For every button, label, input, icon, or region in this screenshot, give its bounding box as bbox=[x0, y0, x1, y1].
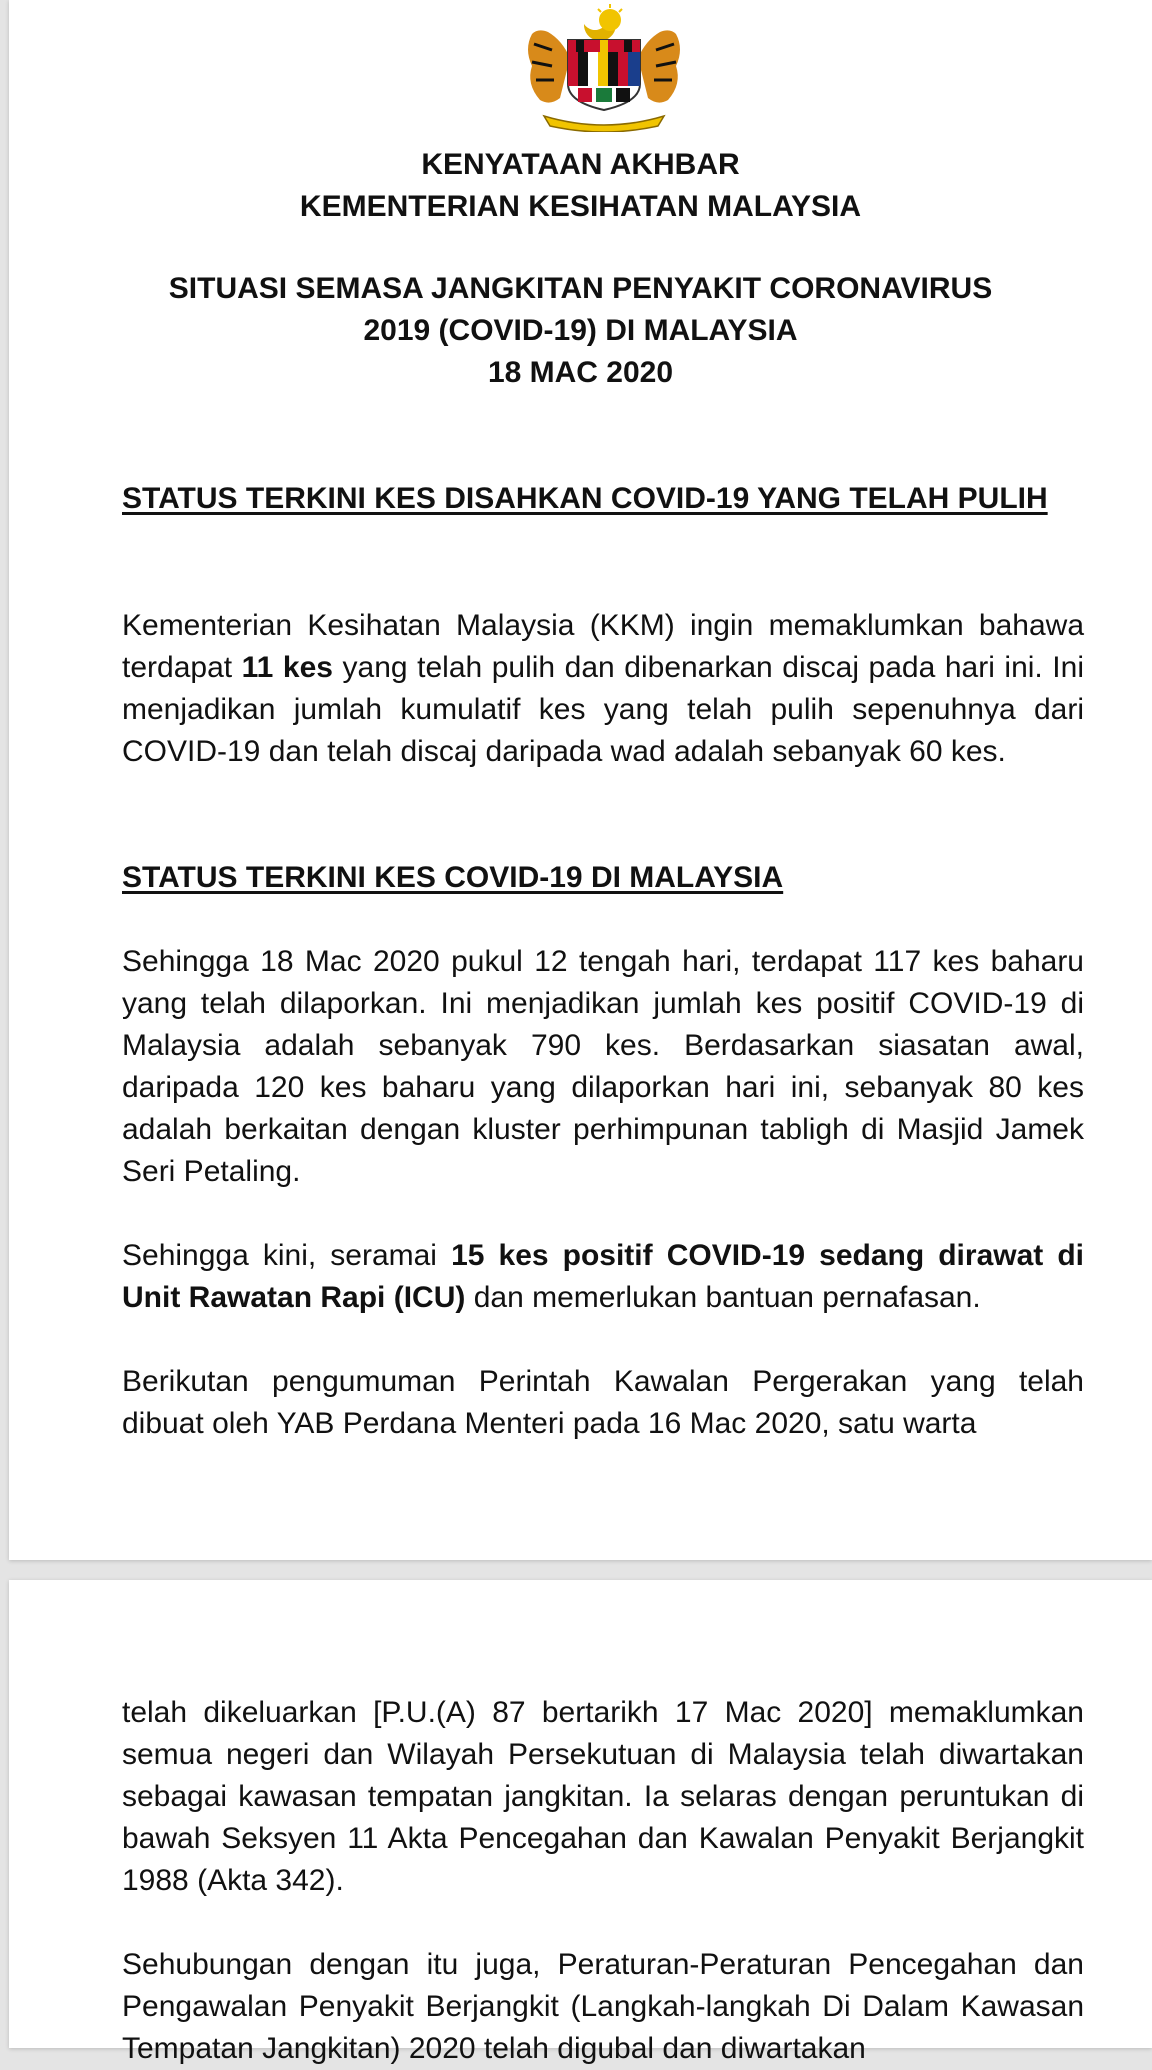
subject-line-2: 2019 (COVID-19) DI MALAYSIA bbox=[363, 314, 798, 347]
paragraph-movement-control: Berikutan pengumuman Perintah Kawalan Pergerakan yang telah dibuat oleh YAB Perdana Menteri pada 16 Mac 2020, satu warta bbox=[122, 1365, 1084, 1440]
paragraph-regulations: Sehubungan dengan itu juga, Peraturan-Peraturan Pencegahan dan Pengawalan Penyakit Berjangkit (Langkah-langkah Di Dalam Kawasan Tempatan Jangkitan) 2020 telah digubal dan diwartakan bbox=[122, 1948, 1084, 2065]
paragraph-recovered: Kementerian Kesihatan Malaysia (KKM) ingin memaklumkan bahawa terdapat 11 kes yang telah pulih dan dibenarkan discaj pada hari ini. Ini menjadikan jumlah kumulatif kes yang telah pulih sepenuhnya dari COVID-19 dan telah discaj daripada wad adalah sebanyak 60 kes. bbox=[122, 609, 1084, 768]
malaysia-coat-of-arms-icon bbox=[514, 4, 694, 132]
title-line-2: KEMENTERIAN KESIHATAN MALAYSIA bbox=[299, 190, 862, 223]
paragraph-gazette: telah dikeluarkan [P.U.(A) 87 bertarikh 17 Mac 2020] memaklumkan semua negeri dan Wilayah Persekutuan di Malaysia telah diwartakan sebagai kawasan tempatan jangkitan. Ia selaras dengan peruntukan di bawah Seksyen 11 Akta Pencegahan dan Kawalan Penyakit Berjangkit 1988 (Akta 342). bbox=[122, 1696, 1084, 1897]
section-heading-status: STATUS TERKINI KES COVID-19 DI MALAYSIA bbox=[122, 861, 784, 894]
paragraph-icu: Sehingga kini, seramai 15 kes positif COVID-19 sedang dirawat di Unit Rawatan Rapi (ICU) dan memerlukan bantuan pernafasan. bbox=[122, 1239, 1084, 1314]
subject-line-1: SITUASI SEMASA JANGKITAN PENYAKIT CORONAVIRUS bbox=[168, 272, 993, 305]
section-heading-recovered: STATUS TERKINI KES DISAHKAN COVID-19 YANG TELAH PULIH bbox=[122, 482, 1048, 515]
recovered-count: 11 kes bbox=[241, 651, 333, 684]
document-page-2 bbox=[9, 1580, 1152, 2065]
document-page-1 bbox=[9, 0, 1152, 1560]
paragraph-new-cases: Sehingga 18 Mac 2020 pukul 12 tengah hari, terdapat 117 kes baharu yang telah dilaporkan. Ini menjadikan jumlah kes positif COVID-19 di Malaysia adalah sebanyak 790 kes. Berdasarkan siasatan awal, daripada 120 kes baharu yang dilaporkan hari ini, sebanyak 80 kes adalah berkaitan dengan kluster perhimpunan tabligh di Masjid Jamek Seri Petaling. bbox=[122, 945, 1084, 1188]
icu-highlight: 15 kes positif COVID-19 sedang dirawat di Unit Rawatan Rapi (ICU) bbox=[122, 1239, 1084, 1314]
title-line-1: KENYATAAN AKHBAR bbox=[421, 148, 740, 181]
release-date: 18 MAC 2020 bbox=[487, 356, 674, 389]
